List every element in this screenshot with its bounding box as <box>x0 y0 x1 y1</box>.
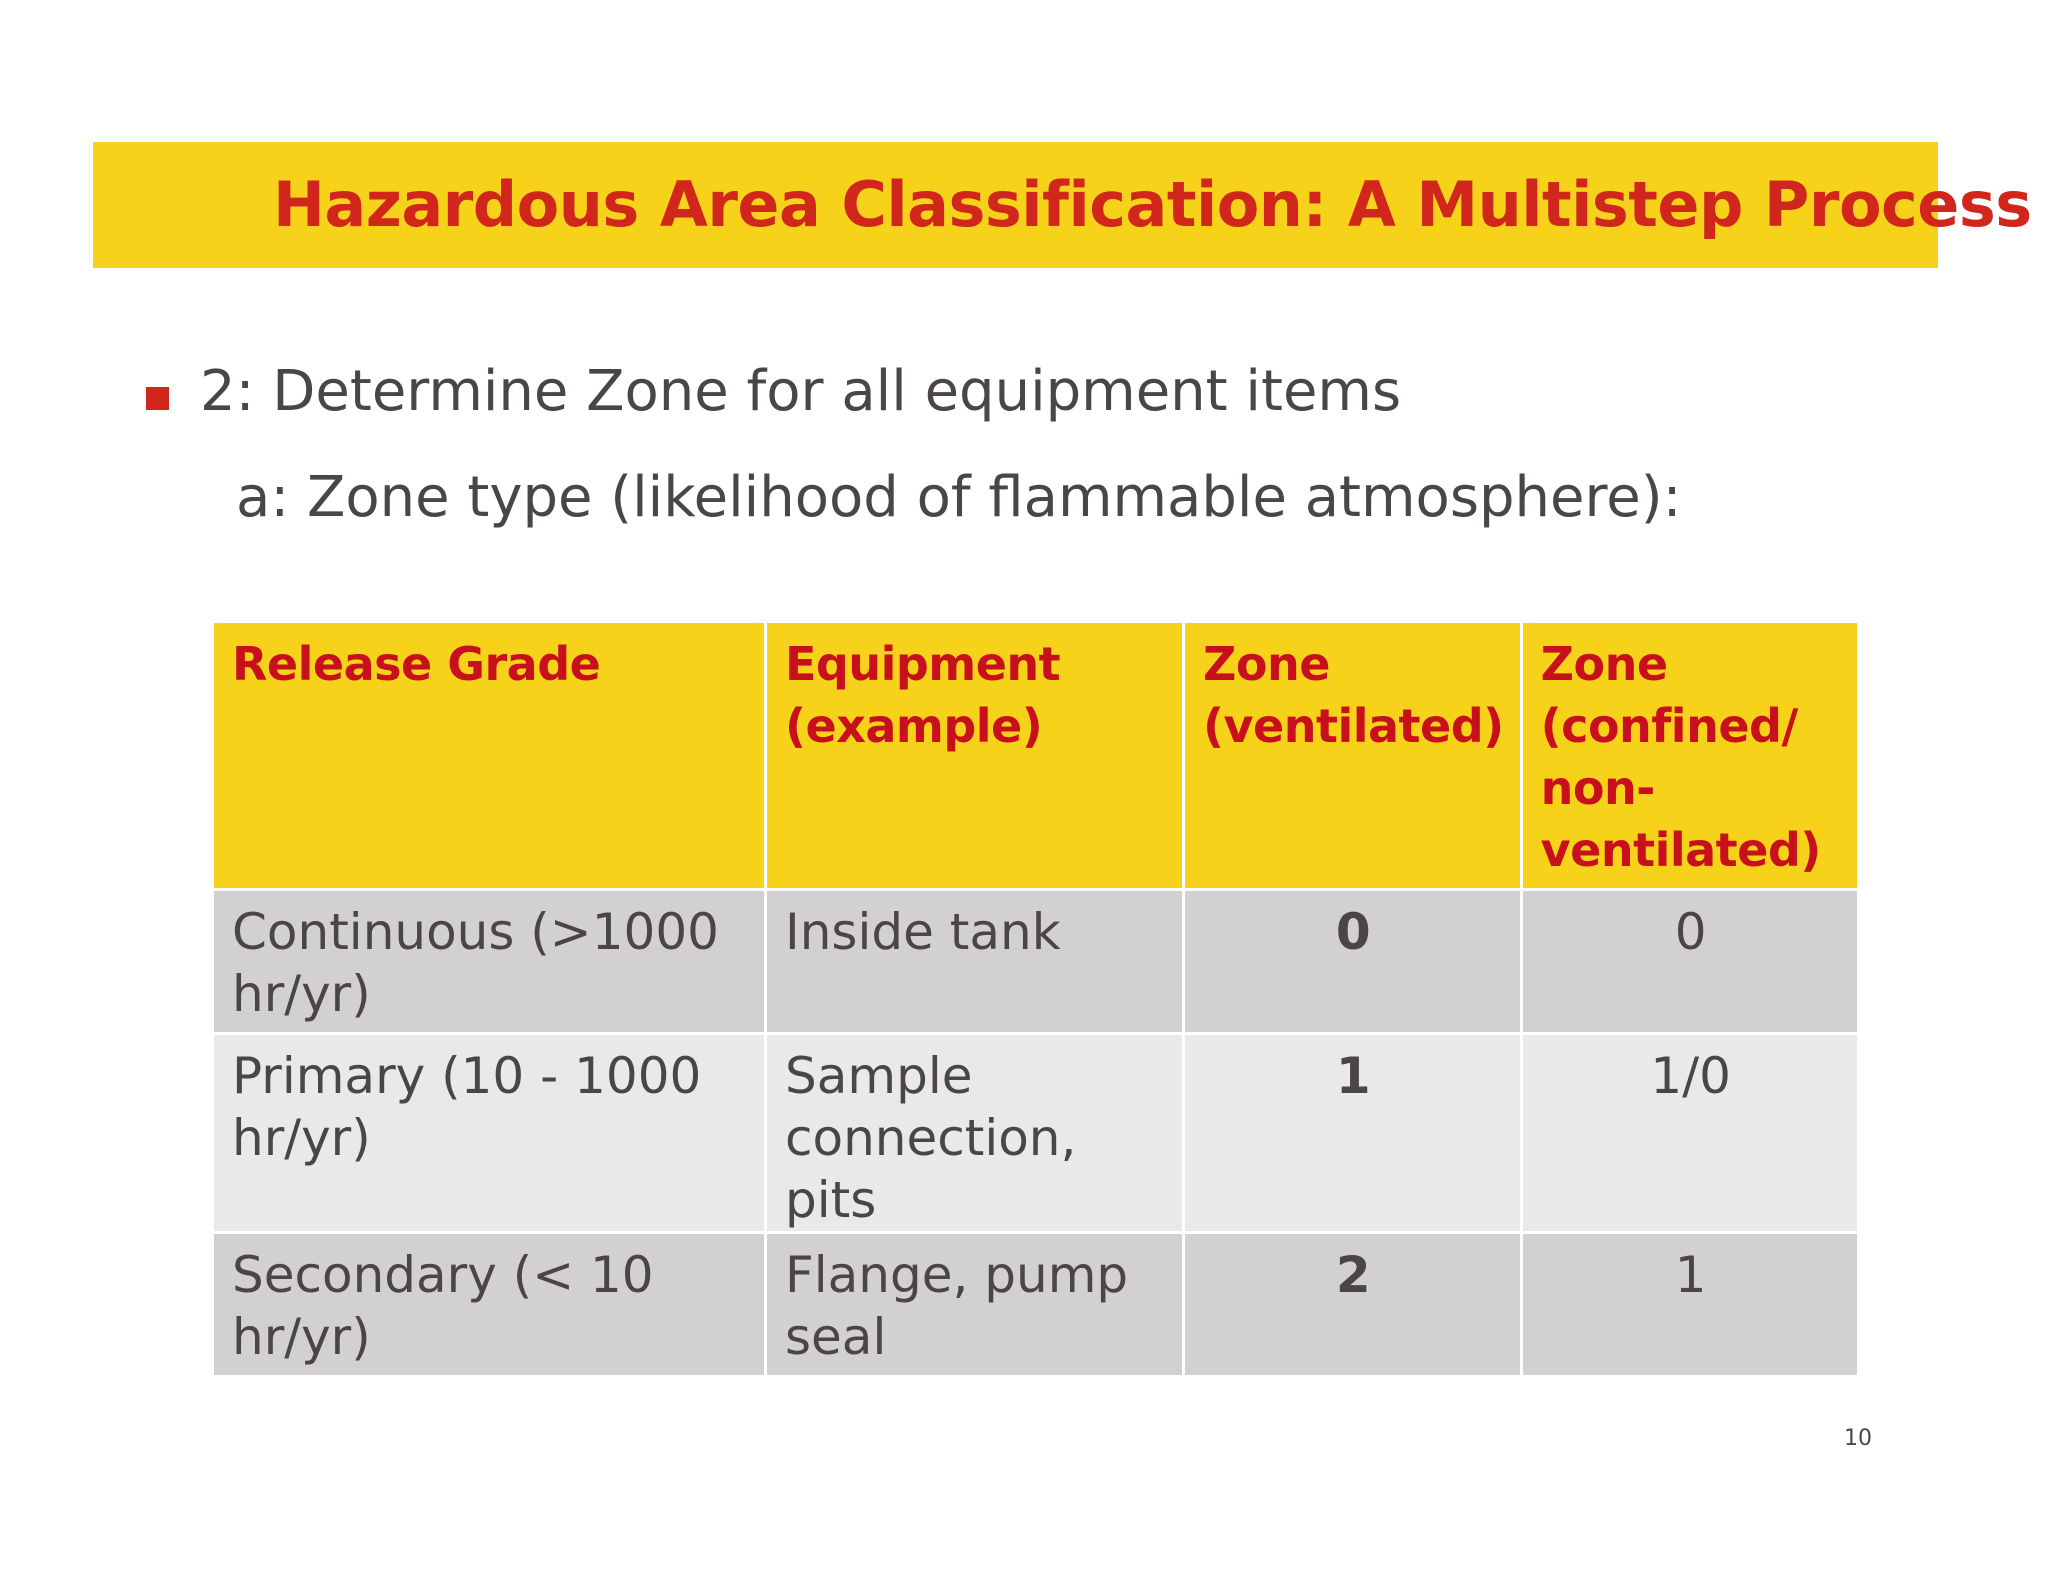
header-zone-ventilated: Zone (ventilated) <box>1184 622 1522 890</box>
zone-confined-cell: 1 <box>1521 1233 1858 1377</box>
release-grade-cell: Primary (10 - 1000 hr/yr) <box>213 1034 766 1233</box>
slide-title: Hazardous Area Classification: A Multistep Process <box>273 168 2032 241</box>
release-grade-cell: Continuous (>1000 hr/yr) <box>213 890 766 1034</box>
release-grade-cell: Secondary (< 10 hr/yr) <box>213 1233 766 1377</box>
header-zone-confined: Zone (confined/ non-ventilated) <box>1521 622 1858 890</box>
title-bar <box>93 142 2032 268</box>
header-equipment: Equipment (example) <box>766 622 1184 890</box>
equipment-cell: Inside tank <box>766 890 1184 1034</box>
bullet-text: 2: Determine Zone for all equipment items <box>200 359 1402 424</box>
table-row <box>213 890 1859 1034</box>
zone-confined-cell: 0 <box>1521 890 1858 1034</box>
zone-table <box>211 620 1860 1378</box>
table-row <box>213 1034 1859 1233</box>
equipment-cell: Sample connection, pits <box>766 1034 1184 1233</box>
table-header-row <box>213 622 1859 890</box>
bullet-square-icon <box>146 387 169 410</box>
table-row <box>213 1233 1859 1377</box>
page-number: 10 <box>1844 1426 1872 1451</box>
zone-ventilated-cell: 1 <box>1184 1034 1522 1233</box>
zone-confined-cell: 1/0 <box>1521 1034 1858 1233</box>
zone-ventilated-cell: 0 <box>1184 890 1522 1034</box>
sub-point-text: a: Zone type (likelihood of flammable atmosphere): <box>236 465 1682 530</box>
header-release-grade: Release Grade <box>213 622 766 890</box>
equipment-cell: Flange, pump seal <box>766 1233 1184 1377</box>
zone-ventilated-cell: 2 <box>1184 1233 1522 1377</box>
